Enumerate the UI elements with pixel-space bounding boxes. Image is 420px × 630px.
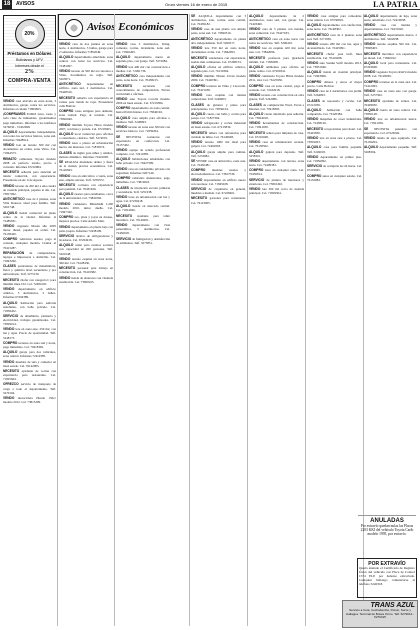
classified-ad: VENDO lotes en urbanización con luz y agua. Cel. 67230418. xyxy=(116,195,170,204)
classified-ad: COMPRO muebles usados y electrodomésticos. Cel. 73817530. xyxy=(191,168,246,177)
lost-document-notice xyxy=(357,558,417,598)
classified-ad: VENDO casa antigua para remodelar, zona central. Cel. 67230819. xyxy=(307,14,362,23)
classified-ad: VENDO casa en condominio privado con seguridad. Informes 5267140. xyxy=(116,166,170,175)
classified-ad: VENDO departamento en planta baja con patio propio. Informes 72438109. xyxy=(59,224,113,233)
classified-ad: CLASES de inglés para niños y adultos, método dinámico. Informes 72416038. xyxy=(59,150,113,159)
classified-ad: CLASES de computación Word, Excel e Internet. Cel. 70418305. xyxy=(249,102,304,111)
classified-ad: VENDO casa 3 dormitorios, living, comedor, cocina, lavandería, zona sud. Cel. 71826493. xyxy=(116,42,170,55)
classified-ad: OFREZCO servicio de transporte de carga a todo el departamento. Telf. 5270194. xyxy=(3,382,56,395)
classified-ad: NECESITO ayudante para taller mecánico. Cel. 76149201. xyxy=(116,213,170,222)
classified-ad: COMPRO terrenos en la zona sud. Cel. 72412093. xyxy=(364,79,417,88)
classified-ad: VENDO casa de 4 dormitorios con jardín. Telf. 5264093. xyxy=(307,89,362,98)
classified-ad: VENDO refrigerador y cocina industrial en buen estado. Cel. 67215830. xyxy=(191,121,246,130)
classified-ad: ALQUILO departamento pequeño. Telf. 5268304. xyxy=(364,145,417,154)
classified-ad: SERVICIO técnico de refrigeradores y lavadoras. Cel. 67204918. xyxy=(59,234,113,243)
classified-ad: ANTICRÉTICO casa de 2 plantas, zona Villa Dolores, ideal para familia. Telf. 5261748. xyxy=(3,197,56,210)
classified-ad: ALQUILO local comercial para oficinas o consultorio, céntrico. Telf. 5274019. xyxy=(59,132,113,141)
classified-ad: CLASES particulares de matemáticas, física y química nivel secundario y pre universitario. Telf. 5275130. xyxy=(3,264,56,277)
column-divider xyxy=(247,14,248,626)
classified-ad: COMPRO lotes en cualquier zona. Cel. 70436814. xyxy=(249,168,304,177)
classified-ad: ALQUILO tienda en avenida principal. Cel. 71843906. xyxy=(307,70,362,79)
classified-ad: ALQUILO garaje amplio para camión. Telf. 5253082. xyxy=(191,149,246,158)
classified-ad: ALQUILO galpón para depósito. Telf. 5258301. xyxy=(249,149,304,158)
classified-ad: SE REALIZA mudanzas dentro y fuera de la ciudad, precios económicos. Cel. 76120843. xyxy=(59,160,113,173)
ad-rate-label: Intereses desde el xyxy=(15,64,44,68)
banner-title: Avisos Económicos xyxy=(87,21,174,33)
classified-ad: VENDO camioneta Toyota Hilux modelo 2011, 4x4. Cel. 76125930. xyxy=(249,74,304,83)
ad-rate-value: 2% xyxy=(25,69,34,75)
classified-ad: SERVICIO de carpintería en general, muebles a medida. Cel. 67228401. xyxy=(191,187,246,196)
classified-ad: ANTICRÉTICO casa en zona norte con todos los servicios. Telf. 5269410. xyxy=(249,36,304,45)
classified-ad: NECESITO secretaria con conocimientos de computación. Enviar currículum a oficinas. xyxy=(116,83,170,96)
classified-ad: VENDO casa de 3 plantas con tiendas, zona comercial. Cel. 70427183. xyxy=(249,27,304,36)
brand-name: TRANS AZUL xyxy=(370,602,415,609)
classified-ad: NECESITO mecánico con experiencia en diesel. Cel. 71840192. xyxy=(364,51,417,60)
classified-ad: ALQUILO casa amplia para oficinas o instituto. Telf. 5248093. xyxy=(116,115,170,124)
classified-ad: ALQUILO habitación para señorita estudiante, con baño privado. Cel. 71839452. xyxy=(3,300,56,313)
classified-ad: VENDO casa de una planta con amplio patio, zona sud. Cel. 73820516. xyxy=(191,27,246,36)
issue-date: Oruro viernes 16 de enero de 2015 xyxy=(165,2,228,7)
classified-ad: VENDO departamento en edificio céntrico, 3 dormitorios, 2 baños. Informes 67204389. xyxy=(3,287,56,300)
classified-ad: VENDO departamento con terraza, zona norte. Cel. 72409381. xyxy=(249,158,304,167)
notice-title: ANULADAS xyxy=(370,518,404,524)
classified-ad: VENDO máquinas de coser industriales. Cel. 72438120. xyxy=(307,117,362,126)
classified-ad: ANTICRÉTICO casa de 2 plantas, zona sud. Telf. 5271930. xyxy=(307,32,362,41)
ad-headline: Préstamos en Dólares xyxy=(7,51,52,56)
classified-ad: ALQUILO cuarto amoblado para señorita. Cel. 73824019. xyxy=(249,111,304,120)
classified-ad: VENDO casa con tiendas y departamentos. Cel. 70431920. xyxy=(364,23,417,32)
classified-ad: ALQUILO departamento de 2 dormitorios, zona sud, con garaje. Cel. 72418490. xyxy=(249,14,304,27)
classified-ad: VENDO lotes a plazos en urbanización nueva, sin intereses. Cel. 71830574. xyxy=(59,141,113,150)
classified-ad: VENDO lote en urbanización nueva. Cel. 71821039. xyxy=(364,117,417,126)
classified-ad: ANTICRÉTICO departamento en planta alta, independiente. Telf. 5260317. xyxy=(191,36,246,45)
classified-ad: VENDO lote 300 m2 cerca de avenida principal. Cel. 71829304. xyxy=(249,187,304,196)
ad-footer: COMPRA-VENTA xyxy=(8,78,51,84)
classified-ad: VENDO vagoneta Toyota RAV4 modelo 2008. Cel. 76128039. xyxy=(364,70,417,79)
classified-ad: COMPRO terrenos en zona sud y norte, pago inmediato. Cel. 70418392. xyxy=(3,340,56,349)
classified-ad: CLASES de repostería y cocina. Cel. 67212039. xyxy=(307,98,362,107)
classified-ad: SE NECESITA panadero con experiencia. Cel. 67223049. xyxy=(364,126,417,135)
classified-ad: VENDO vagoneta Nissan año 2005 motor diesel, papeles en orden. Cel. 76138420. xyxy=(3,223,56,237)
classified-ad: VENDO auto Toyota Corolla modelo 2006 en buen estado. Cel. 67219384. xyxy=(116,97,170,106)
classified-column-4 xyxy=(191,14,246,626)
classified-ad: ANTICRÉTICO departamento en edificio, zona sud, 2 dormitorios. Cel. 70428516. xyxy=(59,82,113,95)
classified-ad: VENDO motocicleta Honda 150cc modelo 2012. Cel. 73815209. xyxy=(3,395,56,404)
classified-ad: ANTICRÉTICO departamento nuevo, 2 dormitorios. Telf. 5262038. xyxy=(364,32,417,41)
classified-ad: VENDO terreno en zona este 300 m2 con servicios básicos. Cel. 71839204. xyxy=(116,125,170,134)
classified-ad: REMATO camioneta Toyota modelo 2008 en perfecto estado, precio a convenir. Informes 67210984. xyxy=(3,156,56,169)
classified-ad: NECESITO chofer con categoría C para minibús línea 102. Cel. 72484105. xyxy=(3,277,56,286)
classified-ad: NECESITO recepcionista para hotel. Cel. 70425830. xyxy=(307,126,362,135)
classified-ad: VENDO terreno esquina en zona norte, 360 m2. Cel. 76128430. xyxy=(59,256,113,265)
classified-ad: VENDO lote 400 m2 con construcción a medias. Cel. 72491736. xyxy=(116,64,170,73)
classified-ad: SERVICIO de cerrajería las 24 horas. Cel. 67219045. xyxy=(307,164,362,173)
ad-subline: Bolivianos y UFV xyxy=(16,58,43,62)
classified-ad: COMPRO dólares y euros al mejor precio. Calle Bolívar. xyxy=(307,79,362,88)
page-header xyxy=(0,0,420,10)
classified-ad: NECESITO ayudante de ventas. Cel. 70428930. xyxy=(364,98,417,107)
classified-ad: ANTICRÉTICO casa independiente con patio, zona norte. Cel. 70438215. xyxy=(116,74,170,83)
classified-ad: VENDO terreno de 500 m2 en carretera a Vinto, documentos en regla. Telf. 5263871. xyxy=(59,68,113,81)
annulment-notice xyxy=(358,515,416,555)
classified-ad: VENDO tienda de ropa equipada. Cel. 76139204. xyxy=(364,136,417,145)
classified-ad: NECESITO señorita con experiencia en ventas para tienda de ropa. Presentarse calle Bolívar. xyxy=(59,95,113,108)
classified-ad: VENDO lote 350 m2 en zona norte, documentos al día. Cel. 71842093. xyxy=(191,46,246,55)
classified-ad: ALQUILO ambientes para oficina en pleno centro. Cel. 67209341. xyxy=(249,65,304,74)
notice-body: Por extravío quedan nulas las Placas 2203 KKI del vehículo Toyota Carib modelo 1995, por extravío. xyxy=(360,524,414,537)
classified-ad: ALQUILO departamento amoblado, zona central, con todos los servicios. Cel. 72481067. xyxy=(59,55,113,68)
ad-body: Servicio a Cota, Cochabamba, Potosí, Sucre y Llallagua. Terminal de Buses Oruro. Telf. 5279014 - 5276315 xyxy=(345,608,415,620)
classified-ad: VENDO tienda de abarrotes con clientela establecida. Cel. 73829105. xyxy=(59,275,113,284)
column-divider xyxy=(189,14,190,626)
classified-ad: VENDO casa en zona este con garaje. Telf. 5257302. xyxy=(364,89,417,98)
classified-ad: VENDO terreno 280 m2 con luz, agua y alcantarillado. Cel. 72425091. xyxy=(307,42,362,51)
classified-ad: ALQUILO tienda comercial en pleno centro de la ciudad. Informes al 72485931. xyxy=(3,210,56,223)
classified-ad: VENDO minibús Nissan Urvan modelo 2009. Cel. 72420391. xyxy=(191,74,246,83)
classified-ad: VENDO equipo de sonido profesional completo. Cel. 72410385. xyxy=(116,148,170,157)
newspaper-logo: LA PATRIA xyxy=(373,0,418,9)
classified-ad: NECESITO cocinera con experiencia para pensión. Cel. 70431926. xyxy=(59,183,113,192)
column-divider xyxy=(305,14,306,626)
column-divider xyxy=(114,14,115,626)
classified-ad: ALQUILO tienda en mercado central. Cel. 71814926. xyxy=(116,204,170,213)
classified-ad: VENDO casa ubicada en zona norte, 3 dormitorios, garaje, todos los servicios. Informes al celular 71804823. xyxy=(3,99,56,112)
classified-ad: VENDO lote en zona este a plazos. Cel. 73819023. xyxy=(307,136,362,145)
loan-advertisement xyxy=(3,15,56,97)
classified-ad: NECESITO personal para trabajo en construcción. Cel. 70419382. xyxy=(59,266,113,275)
classified-ad: ¡COMPRAMOS TODO! lotes, casas, y toda clase de inmuebles, garantizamos pago inmediato. Informes a los teléfonos 5276030 - 72452698. xyxy=(3,112,56,129)
classified-ad: VENDO camioneta Mitsubishi L200 modelo 2010, único dueño. Cel. 71847320. xyxy=(59,201,113,214)
classified-column-7 xyxy=(364,14,417,514)
page-number: 18 xyxy=(3,1,11,7)
classified-column-2 xyxy=(59,42,113,626)
classified-ad: VENDO terreno 1000 m2 ideal para galpón. Cel. 72491803. xyxy=(191,140,246,149)
classified-ad: VENDO terreno con construcción en obra gruesa. Telf. 5242086. xyxy=(249,93,304,102)
classified-ad: COMPRO casa en zona central, pago al contado. Cel. 72432018. xyxy=(249,83,304,92)
classified-ad: SE VENDE casa en anticrético, zona este. Cel. 70430481. xyxy=(191,158,246,167)
classified-ad: VENDO casa esquina con tiendas comerciales. Telf. 5246903. xyxy=(191,93,246,102)
classified-ad: COMPRO casas antiguas para demoler, zona central. Pago al contado. Cel. 73826049. xyxy=(59,109,113,122)
classified-column-3 xyxy=(116,42,170,626)
megaphone-icon xyxy=(65,19,83,37)
classified-ad: VENDO departamento en edificio nuevo con ascensor. Cel. 71845028. xyxy=(191,177,246,186)
classified-ad: VENDO casa en anticrético o venta, zona este, amplio terreno. Telf. 5259372. xyxy=(59,173,113,182)
classified-ad: ALQUILO garaje para dos vehículos, zona central. Informes 72419385. xyxy=(3,350,56,359)
classified-ad: CLASES de guitarra y piano para principiantes. Cel. 73836104. xyxy=(191,102,246,111)
classified-ad: VENDO lote de terreno 300 m2 con documentos en orden, zona Vinto. Cel. 71844573. xyxy=(3,143,56,156)
classified-ad: VENDO departamento con vista panorámica, 3 dormitorios. Cel. 72436918. xyxy=(116,223,170,236)
classified-ad: ALQUILO habitación con baño compartido. Cel. 76120384. xyxy=(307,107,362,116)
classified-ad: VENDO muebles de sala y comedor en buen estado. Cel. 76142083. xyxy=(3,359,56,368)
classified-ad: COMPRO departamento en zona central, hasta 60 mil dólares. Cel. 73840192. xyxy=(116,106,170,115)
classified-ad: NECESITO chofer para trufi, línea establecida. Cel. 70419208. xyxy=(307,51,362,60)
classified-ad: ALQUILO departamento de lujo, zona norte, amoblado. Cel. 72419038. xyxy=(364,14,417,23)
classified-ad: VENDO terreno de 450 m2 a una cuadra de avenida principal, papeles al día. Cel. 73817062. xyxy=(3,183,56,196)
classified-ad: ALQUILO salón para eventos sociales con capacidad de 200 personas. Telf. 5261048. xyxy=(59,243,113,256)
classified-ad: VENDO departamento en primer piso. Cel. 71836092. xyxy=(307,154,362,163)
classified-ad: NECESITO ayudante de cocina con experiencia para restaurante. Cel. 71825604. xyxy=(3,369,56,382)
discount-badge-icon: 20% xyxy=(15,19,45,49)
classified-ad: SERVICIO de fumigación y desinfección de ambientes. Telf. 5273851. xyxy=(116,236,170,245)
classified-ad: ALQUILO departamento con calefacción, zona norte. Cel. 76148302. xyxy=(307,23,362,32)
classified-ad: ALQUILO casa para familia pequeña. Telf. 5249018. xyxy=(307,145,362,154)
classified-ad: ALQUILO oficina en edificio céntrico, segundo piso. Cel. 76131804. xyxy=(191,65,246,74)
classified-ad: NECESITO garzones para restaurante. Cel. 76123905. xyxy=(191,196,246,205)
classified-ad: CLASES de nivelación escolar primaria y secundaria. Telf. 5251938. xyxy=(116,185,170,194)
classified-ad: ALQUILO cuartos para estudiantes, cerca de la universidad. Cel. 73841092. xyxy=(59,192,113,201)
classified-ad: NECESITO niñera con referencias para cuidado de niños. Cel. 76140928. xyxy=(191,130,246,139)
classified-ad: COMPRO terrenos en Vinto y Caracollo. Cel. 70415038. xyxy=(191,83,246,92)
classified-ad: VENDO casa de dos plantas en zona norte, 4 dormitorios, 3 baños, garaje para 2 vehículos. Informes 71852049. xyxy=(59,42,113,55)
notice-body: Queda anulado el Certificado de Registro Único del vehículo con Placa de Control 1574 ELP, por haberse extraviado. Cualquier hallazgo comunicarse al teléfono 5240318. xyxy=(359,566,415,586)
classified-ad: VENDO terreno esquina 500 m2. Cel. 73828403. xyxy=(364,42,417,51)
classified-ad: COMPRO autos en cualquier estado. Cel. 76132084. xyxy=(307,173,362,182)
classified-column-5 xyxy=(249,14,304,626)
classified-ad: VENDO herramientas de construcción. Cel. 71841930. xyxy=(249,121,304,130)
classified-ad: SERVICIO de pintura de interiores y exteriores. Cel. 73810492. xyxy=(249,177,304,186)
classified-ad: COMPRO vehículos usados, pago al contado, cualquier modelo. Llamar al 70415287. xyxy=(3,237,56,250)
classified-ad: VENDO casa en urbanización cerrada. Cel. 76138502. xyxy=(249,140,304,149)
classified-ad: VENDO minibús Toyota Hiace modelo 2007, con línea y parada. Cel. 67218403. xyxy=(59,122,113,131)
classified-column-6 xyxy=(307,14,362,626)
transport-advertisement xyxy=(342,600,418,628)
section-title: AVISOS xyxy=(16,1,35,7)
classified-ad: NECESITO señorita para atención en tienda comercial, con experiencia. Presentarse en Av. 6 de Agosto. xyxy=(3,170,56,183)
classified-ad: ALQUILO departamento independiente, con todos los servicios básicos, zona sud. Informes 70428914. xyxy=(3,129,56,143)
classified-ad: ALQUILO local para restaurante. Cel. 67203948. xyxy=(364,60,417,69)
classified-ad: ALQUILO departamento nuevo en segundo piso, con garaje. Telf. 5272084. xyxy=(116,55,170,64)
classified-ad: VENDO lote en zona este, 250 m2, con luz y agua. Precio de oportunidad. Telf. 5248173. xyxy=(3,327,56,340)
classified-ad: REPARACIÓN de computadoras, laptops e impresoras a domicilio. Cel. 71843260. xyxy=(3,250,56,263)
classified-ad: ALQUILO cuarto con baño y cocina para pareja. Cel. 71827394. xyxy=(191,111,246,120)
classified-column-1 xyxy=(3,99,56,626)
classified-ad: SERVICIO de albañilería, plomería y electricidad, trabajos garantizados. Cel. 73829014. xyxy=(3,314,56,327)
classified-ad: NECESITO señora para limpieza de casa. Cel. 67216048. xyxy=(249,130,304,139)
classified-ad: NECESITO profesora para guardería infantil. Cel. 71830281. xyxy=(249,55,304,64)
classifieds-banner xyxy=(58,14,188,40)
column-divider xyxy=(57,14,58,626)
classified-ad: VENDO lote en esquina 420 m2, zona este. Cel. 73842096. xyxy=(249,46,304,55)
classified-ad: ALQUILO habitaciones amobladas con baño privado. Cel. 70427309. xyxy=(116,157,170,166)
classified-ad: NECESITO vendedores con experiencia, sueldo más comisiones. Cel. 67208153. xyxy=(191,55,246,64)
classified-ad: SE NECESITA costureras con experiencia en confección. Cel. 76137402. xyxy=(116,134,170,147)
notice-title: POR EXTRAVÍO xyxy=(368,561,406,567)
classified-ad: ALQUILO cuarto en zona central. Cel. 73830148. xyxy=(364,107,417,116)
classified-ad: VENDO auto Suzuki Swift modelo 2013. Cel. 73831946. xyxy=(307,60,362,69)
classified-ad: COMPRO vehículos siniestrados, pago inmediato. Cel. 73819043. xyxy=(116,176,170,185)
classified-ad: SE ALQUILA departamento con 3 dormitorios, sala, cocina, zona central. Cel. 70439182. xyxy=(191,14,246,27)
classified-ad: COMPRO oro, plata y joyas en desuso, mejores precios. Calle Adolfo Mier. xyxy=(59,215,113,224)
